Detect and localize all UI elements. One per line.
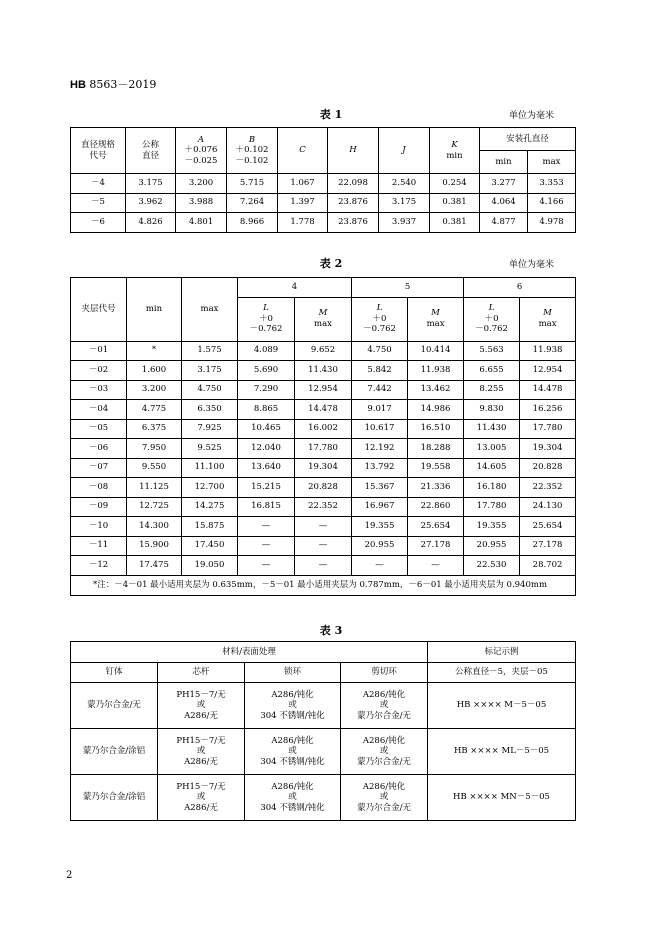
table-cell: — <box>238 556 295 576</box>
t1-header-a: A ＋0.076 －0.025 <box>176 128 227 174</box>
table-cell: 14.275 <box>182 497 238 517</box>
table-cell: 0.381 <box>430 193 480 213</box>
t2-header-m: M max <box>408 297 464 341</box>
table-row <box>71 683 576 729</box>
table-cell: 1.778 <box>278 213 328 233</box>
table-cell: 22.860 <box>408 497 464 517</box>
table-row <box>71 458 576 478</box>
table-cell: 8.966 <box>227 213 278 233</box>
t1-header-nominal: 公称 直径 <box>126 128 176 174</box>
table-cell: — <box>352 556 408 576</box>
table-cell: A286/钝化 或 304 不锈钢/钝化 <box>245 775 341 821</box>
table3 <box>70 641 576 821</box>
t1-header-hole-min: min <box>480 151 528 174</box>
table-cell: 11.938 <box>408 361 464 381</box>
table-cell: 6.655 <box>464 361 520 381</box>
table-cell: 5.563 <box>464 341 520 361</box>
table-cell: －10 <box>71 517 127 537</box>
table-row <box>71 556 576 576</box>
table2-unit: 单位为毫米 <box>509 260 555 270</box>
table-cell: 9.017 <box>352 400 408 420</box>
table-cell: 3.200 <box>127 380 182 400</box>
table2 <box>70 277 576 596</box>
table-cell: 16.002 <box>295 419 352 439</box>
table-cell: 4.166 <box>528 193 576 213</box>
t2-note: *注：－4－01 最小适用夹层为 0.635mm，－5－01 最小适用夹层为 0.787mm，－6－01 最小适用夹层为 0.940mm <box>71 575 576 595</box>
table-cell: 15.367 <box>352 478 408 498</box>
table-cell: 3.175 <box>182 361 238 381</box>
table-cell: 12.954 <box>520 361 576 381</box>
table-cell: A286/钝化 或 蒙乃尔合金/无 <box>341 729 428 775</box>
table-cell: * <box>127 341 182 361</box>
table-cell: －04 <box>71 400 127 420</box>
table1-caption: 表 1 <box>319 108 343 121</box>
table-cell: 9.550 <box>127 458 182 478</box>
table-cell: 17.780 <box>295 439 352 459</box>
table-cell: 19.304 <box>295 458 352 478</box>
table-cell: 16.180 <box>464 478 520 498</box>
table-cell: －08 <box>71 478 127 498</box>
table-cell: 27.178 <box>408 536 464 556</box>
table-cell: 25.654 <box>520 517 576 537</box>
table-cell: 8.255 <box>464 380 520 400</box>
table-cell: －12 <box>71 556 127 576</box>
table-cell: －03 <box>71 380 127 400</box>
table-cell: 5.690 <box>238 361 295 381</box>
table-cell: 15.215 <box>238 478 295 498</box>
table-cell: 19.050 <box>182 556 238 576</box>
table-cell: 23.876 <box>328 213 379 233</box>
table-cell: — <box>295 536 352 556</box>
table-row <box>71 193 576 213</box>
t2-header-group-6: 6 <box>464 278 576 298</box>
table-cell: HB ×××× MN－5－05 <box>428 775 576 821</box>
table-cell: 19.355 <box>352 517 408 537</box>
t2-header-code: 夹层代号 <box>71 278 127 342</box>
table-cell: 14.300 <box>127 517 182 537</box>
t3-header-material: 材料/表面处理 <box>71 642 428 663</box>
table-cell: 6.375 <box>127 419 182 439</box>
table-cell: 18.288 <box>408 439 464 459</box>
table-cell: 17.450 <box>182 536 238 556</box>
table-cell: －6 <box>71 213 126 233</box>
table-row <box>71 517 576 537</box>
table-cell: PH15－7/无 或 A286/无 <box>158 729 245 775</box>
table-cell: 14.478 <box>295 400 352 420</box>
t1-header-h: H <box>328 128 379 174</box>
table-cell: －06 <box>71 439 127 459</box>
table-cell: A286/钝化 或 蒙乃尔合金/无 <box>341 775 428 821</box>
table-cell: 11.430 <box>295 361 352 381</box>
table-cell: 0.254 <box>430 174 480 194</box>
table2-caption: 表 2 <box>319 257 343 270</box>
table-row <box>71 361 576 381</box>
t3-header-nail: 钉体 <box>71 663 158 683</box>
table-cell: 蒙乃尔合金/无 <box>71 683 158 729</box>
table3-caption: 表 3 <box>319 624 343 637</box>
table-cell: 14.986 <box>408 400 464 420</box>
table-cell: 3.175 <box>126 174 176 194</box>
t2-header-group-4: 4 <box>238 278 352 298</box>
t3-header-shear: 剪切环 <box>341 663 428 683</box>
table-cell: 22.098 <box>328 174 379 194</box>
t1-header-k: K min <box>430 128 480 174</box>
table-cell: 19.355 <box>464 517 520 537</box>
table-row <box>71 174 576 194</box>
table-cell: 3.988 <box>176 193 227 213</box>
table-cell: 16.510 <box>408 419 464 439</box>
table-cell: 17.780 <box>520 419 576 439</box>
table-cell: 9.830 <box>464 400 520 420</box>
table-cell: — <box>238 536 295 556</box>
table-cell: －01 <box>71 341 127 361</box>
table-cell: HB ×××× ML－5－05 <box>428 729 576 775</box>
document-header <box>70 76 156 92</box>
t3-header-core: 芯杆 <box>158 663 245 683</box>
table-cell: 10.465 <box>238 419 295 439</box>
table1-unit: 单位为毫米 <box>509 111 555 121</box>
table-cell: 16.256 <box>520 400 576 420</box>
table-cell: 14.605 <box>464 458 520 478</box>
table-cell: 4.750 <box>352 341 408 361</box>
table-cell: — <box>408 556 464 576</box>
table-row <box>71 478 576 498</box>
table-cell: －4 <box>71 174 126 194</box>
table-cell: 7.290 <box>238 380 295 400</box>
table-cell: 23.876 <box>328 193 379 213</box>
table-cell: 蒙乃尔合金/涂铝 <box>71 775 158 821</box>
table-row <box>71 536 576 556</box>
table-cell: －09 <box>71 497 127 517</box>
table-cell: A286/钝化 或 蒙乃尔合金/无 <box>341 683 428 729</box>
table-cell: 0.381 <box>430 213 480 233</box>
table-cell: 7.925 <box>182 419 238 439</box>
table-cell: 22.352 <box>295 497 352 517</box>
table-row <box>71 380 576 400</box>
table-cell: HB ×××× M－5－05 <box>428 683 576 729</box>
table-cell: 13.005 <box>464 439 520 459</box>
table-cell: 17.780 <box>464 497 520 517</box>
table-cell: －11 <box>71 536 127 556</box>
table-cell: 12.954 <box>295 380 352 400</box>
table-cell: 3.353 <box>528 174 576 194</box>
table-cell: 12.700 <box>182 478 238 498</box>
table-cell: 1.067 <box>278 174 328 194</box>
t2-header-m: M max <box>520 297 576 341</box>
table-cell: 13.462 <box>408 380 464 400</box>
table-cell: 4.064 <box>480 193 528 213</box>
table-cell: －05 <box>71 419 127 439</box>
t3-header-lock: 锁环 <box>245 663 341 683</box>
page-number: 2 <box>66 870 73 881</box>
t2-header-l: L ＋0 －0.762 <box>238 297 295 341</box>
t3-header-example-sub: 公称直径－5，夹层－05 <box>428 663 576 683</box>
table-cell: 20.828 <box>295 478 352 498</box>
t1-header-b: B ＋0.102 －0.102 <box>227 128 278 174</box>
table-cell: 5.842 <box>352 361 408 381</box>
table-cell: 2.540 <box>379 174 430 194</box>
table-cell: 3.962 <box>126 193 176 213</box>
table-row <box>71 497 576 517</box>
table-cell: 16.967 <box>352 497 408 517</box>
table-cell: 4.089 <box>238 341 295 361</box>
table-cell: 19.304 <box>520 439 576 459</box>
table-row <box>71 775 576 821</box>
table-cell: — <box>295 517 352 537</box>
t2-header-m: M max <box>295 297 352 341</box>
table-cell: 27.178 <box>520 536 576 556</box>
t2-header-l: L ＋0 －0.762 <box>464 297 520 341</box>
t2-header-l: L ＋0 －0.762 <box>352 297 408 341</box>
table-cell: 13.792 <box>352 458 408 478</box>
table-cell: －5 <box>71 193 126 213</box>
table-cell: 14.478 <box>520 380 576 400</box>
table-cell: 4.877 <box>480 213 528 233</box>
table-cell: 4.750 <box>182 380 238 400</box>
table-cell: 蒙乃尔合金/涂铝 <box>71 729 158 775</box>
table-cell: 5.715 <box>227 174 278 194</box>
table-cell: 22.352 <box>520 478 576 498</box>
table-cell: 12.725 <box>127 497 182 517</box>
table-cell: 24.130 <box>520 497 576 517</box>
table1 <box>70 127 576 233</box>
table-cell: 7.264 <box>227 193 278 213</box>
t2-header-group-5: 5 <box>352 278 464 298</box>
table-cell: －07 <box>71 458 127 478</box>
table-cell: 7.442 <box>352 380 408 400</box>
table-cell: 4.801 <box>176 213 227 233</box>
table-cell: 8.865 <box>238 400 295 420</box>
table-cell: 1.575 <box>182 341 238 361</box>
table-cell: 20.955 <box>352 536 408 556</box>
table-cell: 20.955 <box>464 536 520 556</box>
t1-header-j: J <box>379 128 430 174</box>
table-cell: 3.175 <box>379 193 430 213</box>
table-cell: 3.200 <box>176 174 227 194</box>
table-cell: PH15－7/无 或 A286/无 <box>158 775 245 821</box>
table-cell: 11.938 <box>520 341 576 361</box>
table-cell: 15.875 <box>182 517 238 537</box>
table-cell: 9.652 <box>295 341 352 361</box>
table-row <box>71 419 576 439</box>
table-cell: 3.937 <box>379 213 430 233</box>
table-cell: PH15－7/无 或 A286/无 <box>158 683 245 729</box>
table-cell: 15.900 <box>127 536 182 556</box>
table-cell: 12.040 <box>238 439 295 459</box>
table-cell: －02 <box>71 361 127 381</box>
table-cell: 9.525 <box>182 439 238 459</box>
table-cell: — <box>238 517 295 537</box>
table-cell: 12.192 <box>352 439 408 459</box>
table-cell: 11.125 <box>127 478 182 498</box>
table-cell: 3.277 <box>480 174 528 194</box>
table-cell: 4.775 <box>127 400 182 420</box>
table-cell: 19.558 <box>408 458 464 478</box>
header-prefix: HB <box>70 79 86 91</box>
header-number: 8563－2019 <box>85 78 157 91</box>
table-cell: 25.654 <box>408 517 464 537</box>
table-cell: 7.950 <box>127 439 182 459</box>
t2-header-max: max <box>182 278 238 342</box>
table-cell: A286/钝化 或 304 不锈钢/钝化 <box>245 729 341 775</box>
table-row <box>71 439 576 459</box>
t2-header-min: min <box>127 278 182 342</box>
table-row <box>71 729 576 775</box>
table-cell: 4.826 <box>126 213 176 233</box>
table-cell: 11.430 <box>464 419 520 439</box>
table-cell: 13.640 <box>238 458 295 478</box>
table-cell: 4.978 <box>528 213 576 233</box>
table-cell: 1.600 <box>127 361 182 381</box>
table-cell: — <box>295 556 352 576</box>
t1-header-spec: 直径规格 代号 <box>71 128 126 174</box>
table-cell: 6.350 <box>182 400 238 420</box>
table-cell: 22.530 <box>464 556 520 576</box>
table-cell: 10.414 <box>408 341 464 361</box>
t1-header-hole-max: max <box>528 151 576 174</box>
table-cell: 16.815 <box>238 497 295 517</box>
table-cell: 10.617 <box>352 419 408 439</box>
table-cell: 28.702 <box>520 556 576 576</box>
table-row <box>71 213 576 233</box>
t1-header-hole: 安装孔直径 <box>480 128 576 151</box>
table-cell: 20.828 <box>520 458 576 478</box>
table-cell: 1.397 <box>278 193 328 213</box>
table-cell: 21.336 <box>408 478 464 498</box>
table-row <box>71 400 576 420</box>
table-cell: 11.100 <box>182 458 238 478</box>
t1-header-c: C <box>278 128 328 174</box>
table-cell: 17.475 <box>127 556 182 576</box>
t3-header-example: 标记示例 <box>428 642 576 663</box>
table-row <box>71 341 576 361</box>
table-cell: A286/钝化 或 304 不锈钢/钝化 <box>245 683 341 729</box>
